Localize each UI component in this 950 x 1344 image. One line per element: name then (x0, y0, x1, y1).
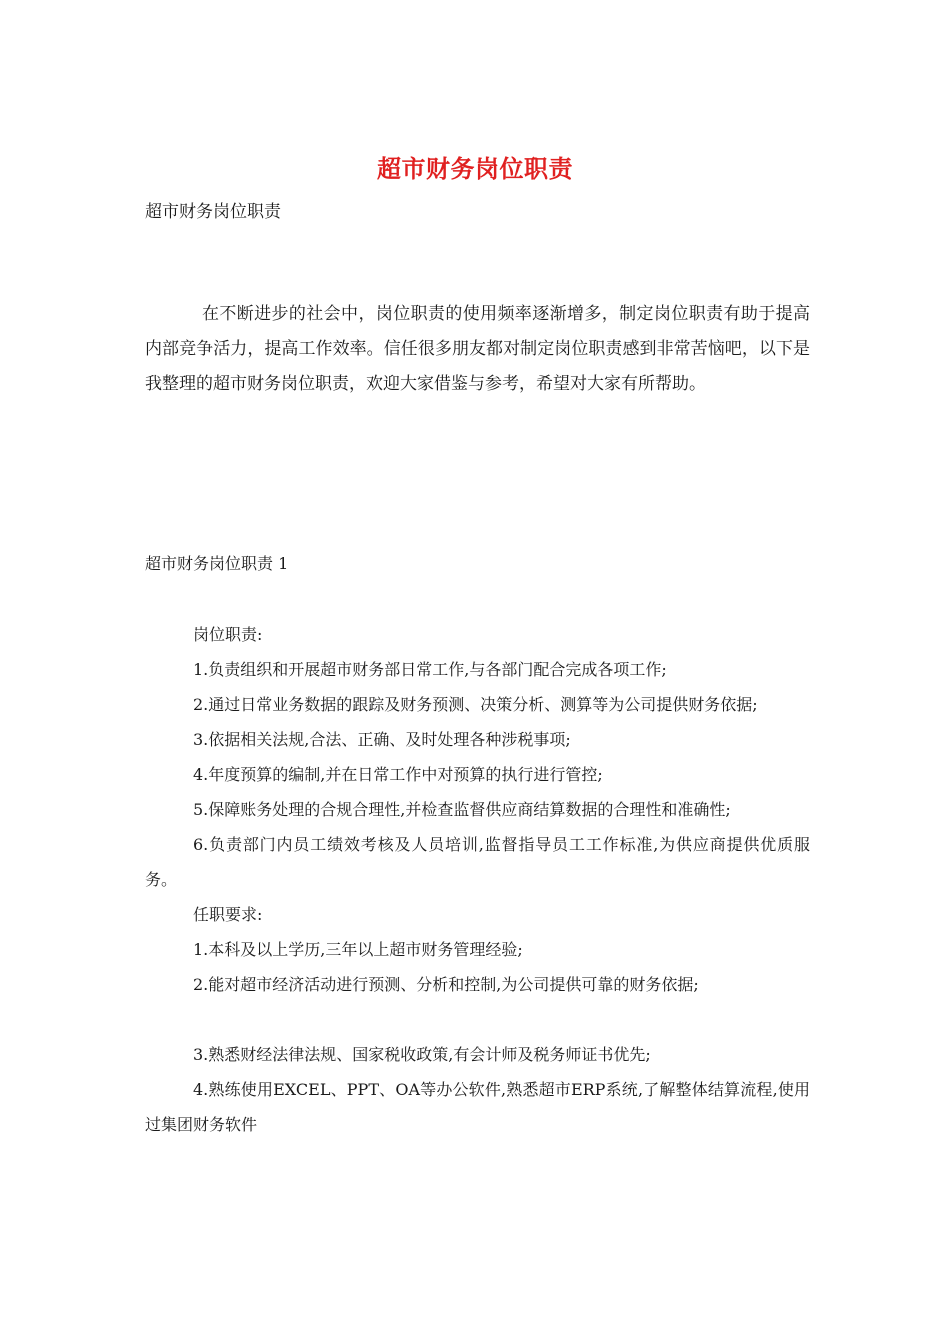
document-title: 超市财务岗位职责 (377, 154, 573, 183)
requirements-heading: 任职要求: (193, 905, 263, 924)
duty-item-2: 2.通过日常业务数据的跟踪及财务预测、决策分析、测算等为公司提供财务依据; (193, 695, 758, 714)
section-body (145, 617, 810, 1142)
requirement-item-4: 4.熟练使用EXCEL、PPT、OA等办公软件,熟悉超市ERP系统,了解整体结算流程,使用过集团财务软件 (145, 1080, 810, 1134)
duty-item-6: 6.负责部门内员工绩效考核及人员培训,监督指导员工工作标准,为供应商提供优质服务。 (145, 835, 810, 889)
duty-item-4: 4.年度预算的编制,并在日常工作中对预算的执行进行管控; (193, 765, 603, 784)
requirement-item-2: 2.能对超市经济活动进行预测、分析和控制,为公司提供可靠的财务依据; (193, 975, 699, 994)
duty-item-1: 1.负责组织和开展超市财务部日常工作,与各部门配合完成各项工作; (193, 660, 667, 679)
section-heading: 超市财务岗位职责 1 (145, 554, 289, 573)
requirement-item-3: 3.熟悉财经法律法规、国家税收政策,有会计师及税务师证书优先; (193, 1045, 651, 1064)
document-subtitle: 超市财务岗位职责 (145, 202, 281, 222)
duties-heading: 岗位职责: (193, 625, 263, 644)
duty-item-3: 3.依据相关法规,合法、正确、及时处理各种涉税事项; (193, 730, 571, 749)
intro-paragraph: 在不断进步的社会中，岗位职责的使用频率逐渐增多，制定岗位职责有助于提高内部竞争活力，提高工作效率。信任很多朋友都对制定岗位职责感到非常苦恼吧，以下是我整理的超市财务岗位职责，欢迎大家借鉴与参考，希望对大家有所帮助。 (145, 304, 810, 394)
requirement-item-1: 1.本科及以上学历,三年以上超市财务管理经验; (193, 940, 523, 959)
duty-item-5: 5.保障账务处理的合规合理性,并检查监督供应商结算数据的合理性和准确性; (193, 800, 731, 819)
